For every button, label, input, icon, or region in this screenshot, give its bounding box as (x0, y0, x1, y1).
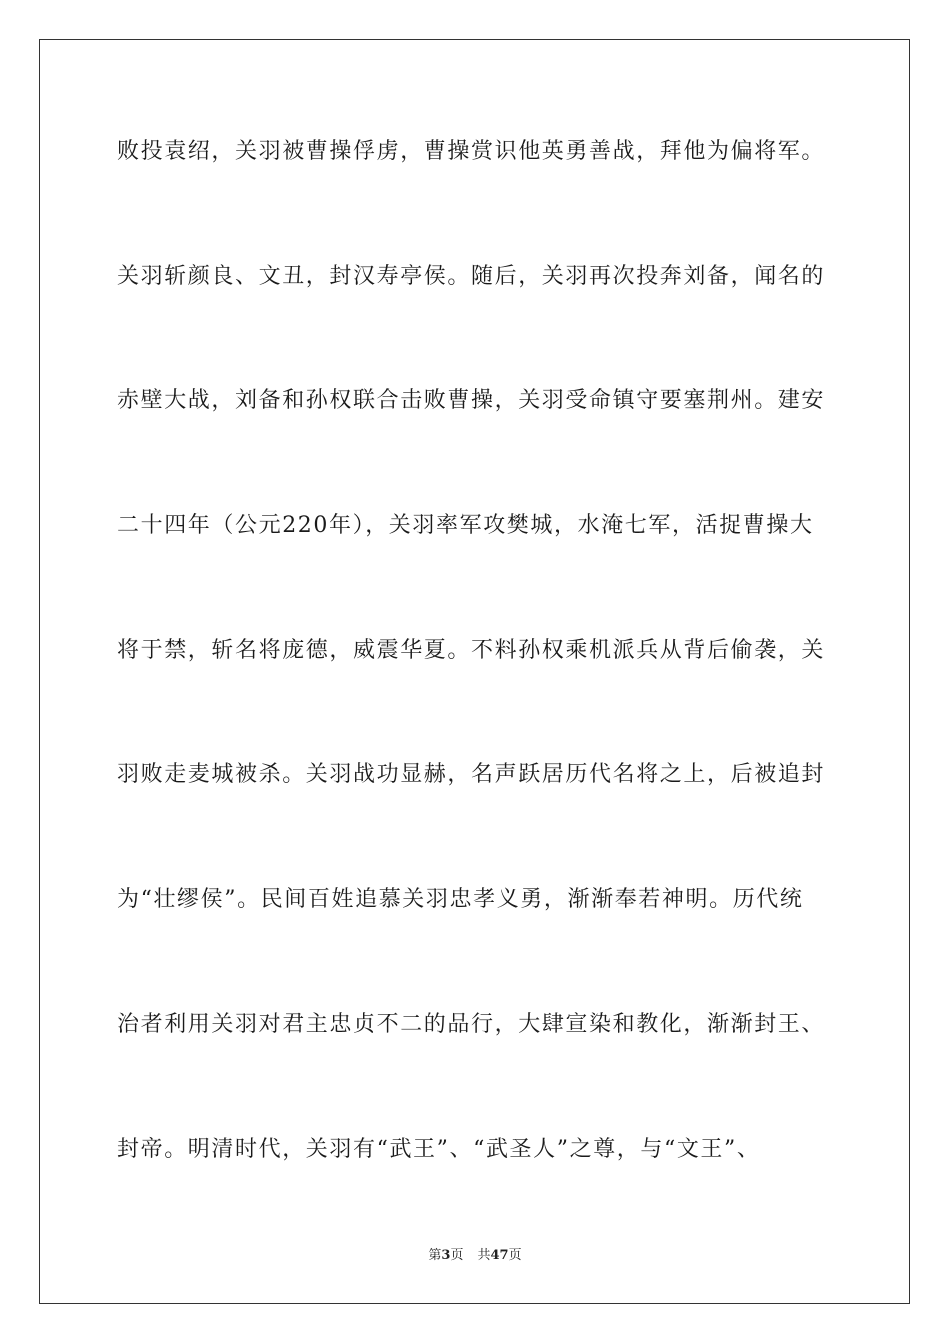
text-line: 治者利用关羽对君主忠贞不二的品行，大肆宣染和教化，渐渐封王、 (117, 1011, 826, 1037)
page-label-prefix: 第 (428, 1248, 442, 1263)
text-line: 关羽斩颜良、文丑，封汉寿亭侯。随后，关羽再次投奔刘备，闻名的 (117, 263, 826, 289)
text-line: 赤壁大战，刘备和孙权联合击败曹操，关羽受命镇守要塞荆州。建安 (117, 388, 826, 414)
text-line: 二十四年（公元220年），关羽率军攻樊城，水淹七军，活捉曹操大 (117, 513, 814, 539)
total-label-suffix: 页 (508, 1248, 522, 1263)
total-pages: 47 (490, 1248, 509, 1263)
total-label-prefix: 共 (477, 1248, 491, 1263)
text-line: 为“壮缪侯”。民间百姓追慕关羽忠孝义勇，渐渐奉若神明。历代统 (117, 887, 804, 913)
text-line: 封帝。明清时代，关羽有“武王”、“武圣人”之尊，与“文王”、 (117, 1136, 761, 1162)
page-footer (0, 1247, 950, 1265)
document-body (117, 128, 839, 1250)
page-number: 3 (441, 1248, 451, 1263)
text-line: 羽败走麦城被杀。关羽战功显赫，名声跃居历代名将之上，后被追封 (117, 762, 826, 788)
text-line: 败投袁绍，关羽被曹操俘虏，曹操赏识他英勇善战，拜他为偏将军。 (117, 139, 826, 164)
page-label-suffix: 页 (450, 1248, 464, 1263)
text-line: 将于禁，斩名将庞德，威震华夏。不料孙权乘机派兵从背后偷袭，关 (117, 637, 826, 663)
